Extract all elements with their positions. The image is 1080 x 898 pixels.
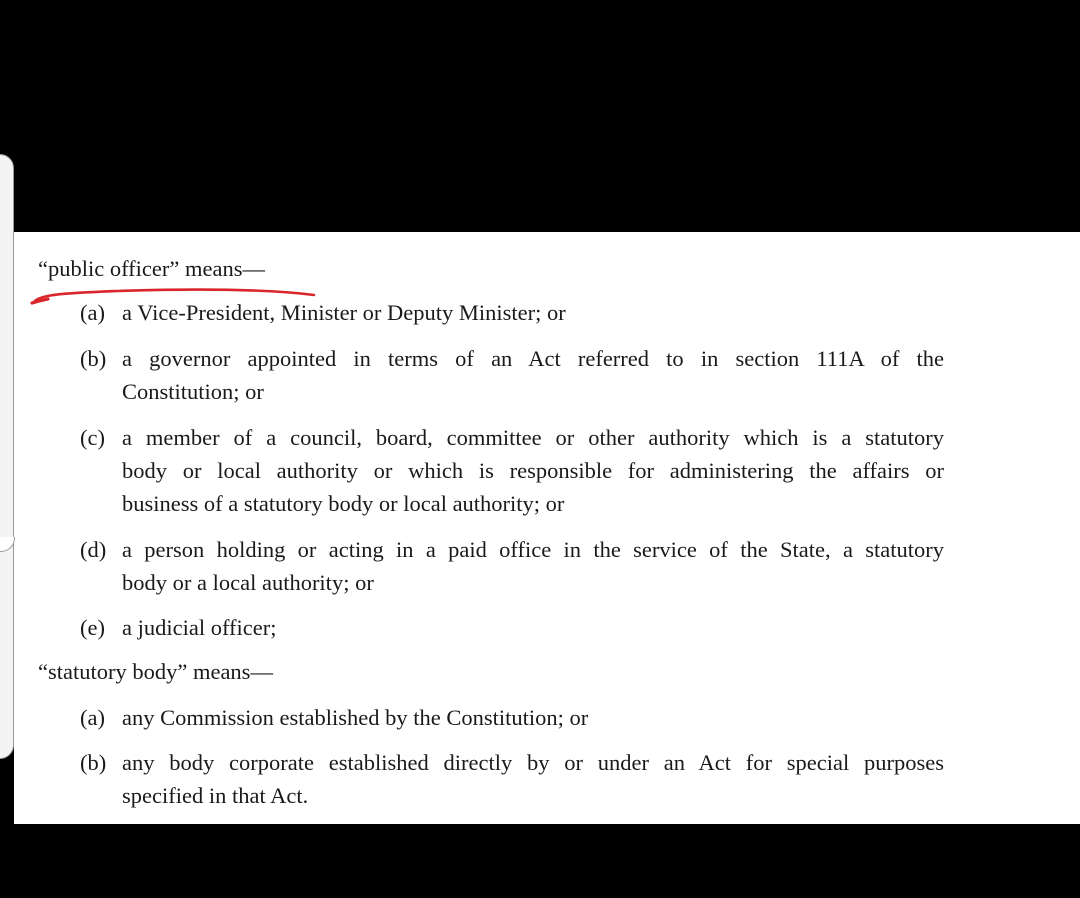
bottom-black-bar: [0, 824, 1080, 898]
item-label: (e): [80, 615, 105, 640]
item-label: (a): [80, 705, 105, 730]
definition-term-statutory-body: “statutory body” means—: [38, 659, 273, 684]
document-page: [14, 232, 1080, 824]
item-text-line: a member of a council, board, committee or other authority which is a statutory: [122, 425, 944, 450]
panel-notch: [0, 537, 15, 552]
definition-term-public-officer: “public officer” means—: [38, 256, 265, 281]
top-black-bar: [0, 0, 1080, 232]
item-text-line: a governor appointed in terms of an Act referred to in section 111A of the: [122, 346, 944, 371]
item-text: a Vice-President, Minister or Deputy Minister; or: [122, 300, 566, 325]
item-label: (d): [80, 537, 107, 562]
item-text: any Commission established by the Constitution; or: [122, 705, 589, 730]
item-text-line: any body corporate established directly by or under an Act for special purposes: [122, 750, 944, 775]
item-label: (a): [80, 300, 105, 325]
item-text-line: business of a statutory body or local authority; or: [122, 491, 565, 516]
side-panel-handle[interactable]: [0, 154, 14, 759]
item-label: (b): [80, 750, 107, 775]
item-text-line: body or a local authority; or: [122, 570, 374, 595]
item-label: (b): [80, 346, 107, 371]
item-text-line: Constitution; or: [122, 379, 264, 404]
item-text-line: body or local authority or which is responsible for administering the affairs or: [122, 458, 944, 483]
item-text-line: a person holding or acting in a paid office in the service of the State, a statutory: [122, 537, 944, 562]
item-label: (c): [80, 425, 105, 450]
item-text-line: specified in that Act.: [122, 783, 309, 808]
item-text: a judicial officer;: [122, 615, 277, 640]
cropped-text-fragment: [254, 232, 260, 244]
